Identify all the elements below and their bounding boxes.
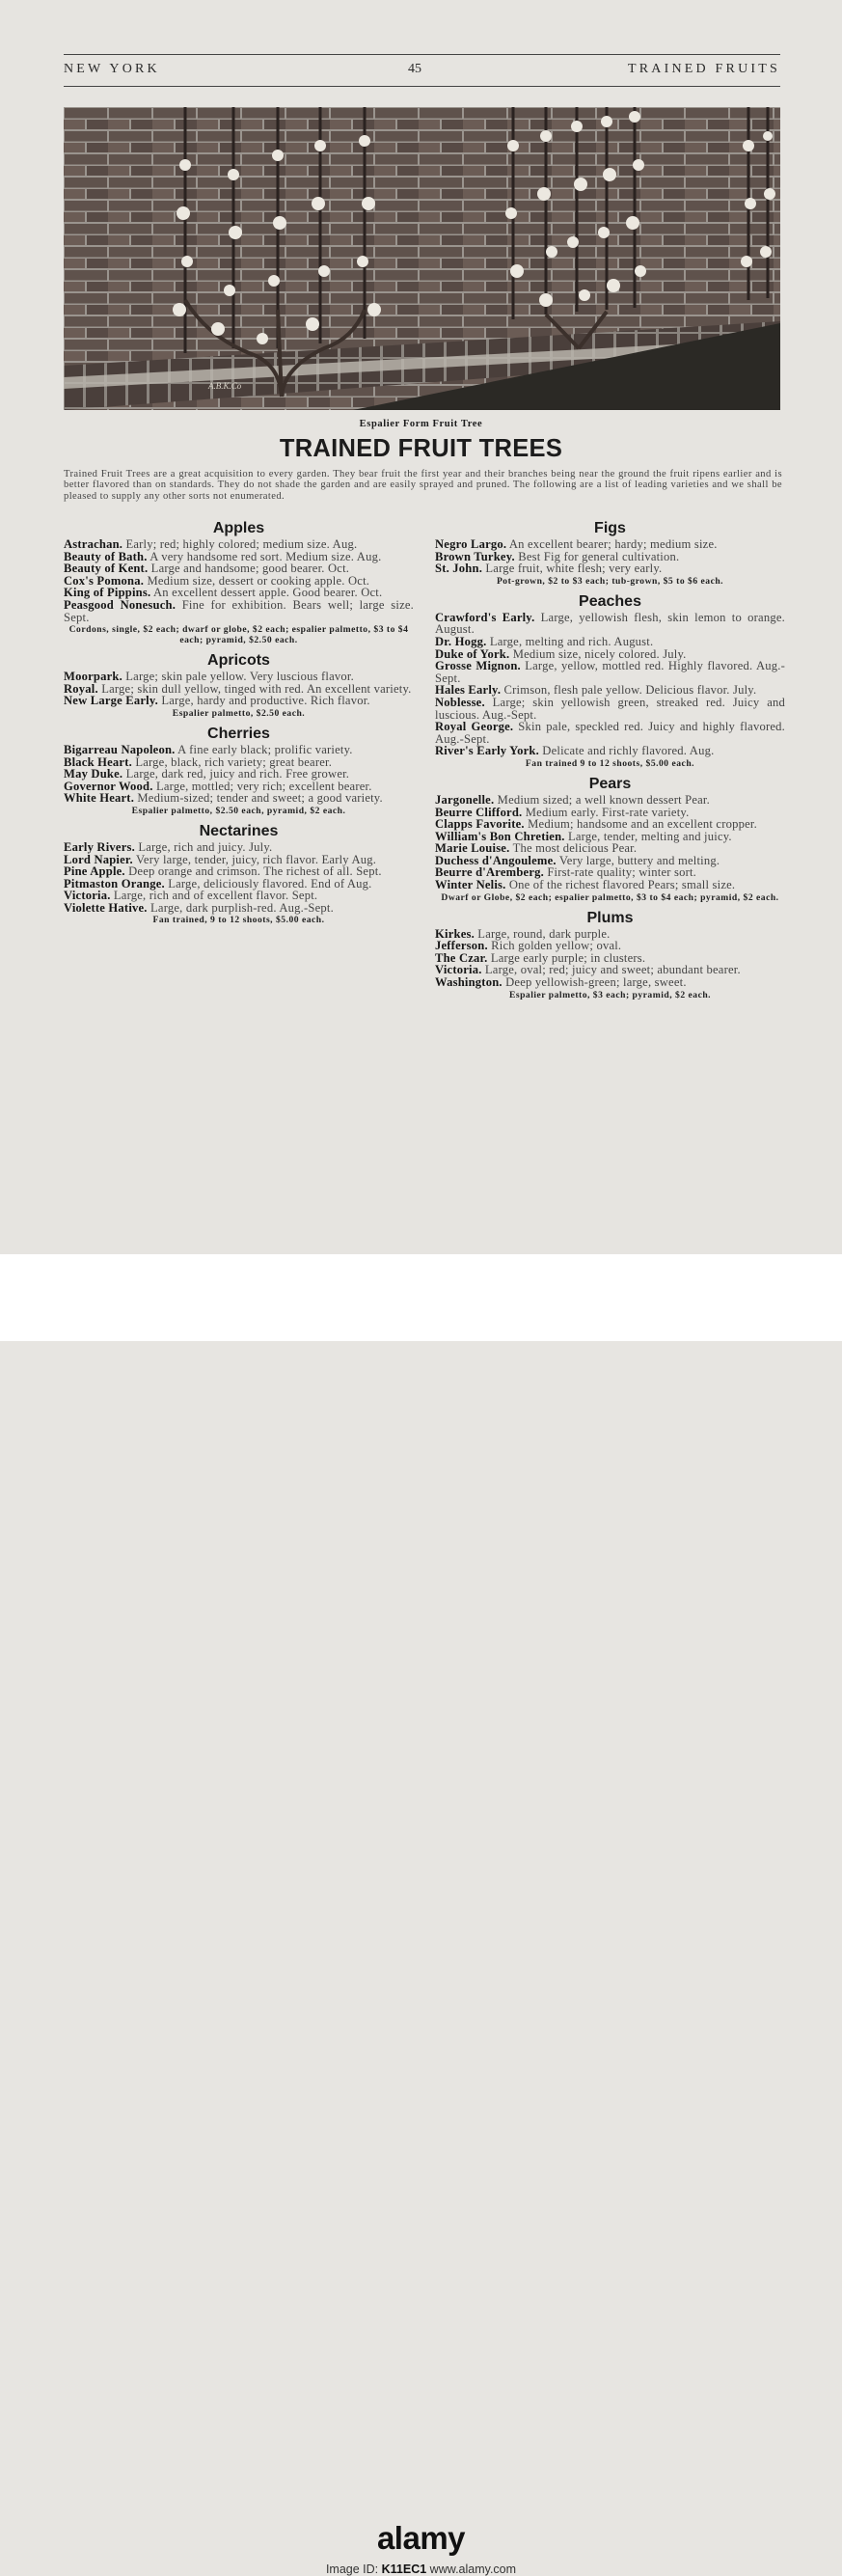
variety-description: Large and handsome; good bearer. Oct.	[150, 562, 350, 576]
variety-description: Large, rich and juicy. July.	[138, 839, 273, 854]
variety-name: Peasgood Nonesuch.	[64, 597, 177, 612]
variety-description: Large; skin dull yellow, tinged with red. An excellent variety.	[101, 681, 412, 696]
variety-description: Crimson, flesh pale yellow. Delicious flavor. July.	[503, 683, 757, 698]
variety-name: Governor Wood.	[64, 779, 153, 793]
variety-name: Victoria.	[64, 889, 111, 903]
variety-entry	[435, 976, 785, 989]
variety-entry	[435, 697, 785, 721]
variety-name: St. John.	[435, 562, 483, 576]
variety-description: Large, dark purplish-red. Aug.-Sept.	[150, 900, 334, 915]
price-line: Fan trained, 9 to 12 shoots, $5.00 each.	[152, 915, 325, 926]
variety-description: Medium; handsome and an excellent cropper.	[528, 817, 757, 832]
variety-name: Black Heart.	[64, 754, 132, 769]
variety-description: Very large, buttery and melting.	[558, 853, 720, 867]
variety-description: Deep orange and crimson. The richest of all. Sept.	[128, 864, 382, 879]
price-line: Cordons, single, $2 each; dwarf or globe, $2 each; espalier palmetto, $3 to $4 each; pyramid, $2.50 each.	[68, 624, 409, 646]
section-title-nectarines: Nectarines	[199, 822, 279, 839]
variety-name: Royal George.	[435, 720, 514, 734]
variety-description: Rich golden yellow; oval.	[491, 939, 622, 953]
variety-name: Duchess d'Angouleme.	[435, 853, 557, 867]
price-line: Pot-grown, $2 to $3 each; tub-grown, $5 to $6 each.	[496, 575, 724, 587]
variety-name: Crawford's Early.	[435, 610, 535, 624]
variety-name: Dr. Hogg.	[435, 634, 487, 648]
section-title-figs: Figs	[594, 520, 626, 536]
variety-entry	[64, 902, 414, 915]
variety-name: Washington.	[435, 975, 502, 990]
variety-description: Deep yellowish-green; large, sweet.	[505, 975, 687, 990]
variety-entry	[435, 879, 785, 891]
variety-name: Early Rivers.	[64, 839, 135, 854]
variety-description: Medium size, nicely colored. July.	[512, 646, 687, 661]
variety-entry	[435, 745, 785, 757]
variety-description: Very large, tender, juicy, rich flavor. Early Aug.	[136, 852, 377, 866]
intro-paragraph: Trained Fruit Trees are a great acquisition to every garden. They bear fruit the first year and their branches being near the ground the fruit ripens earlier and is better flavored than on standards. They do not shade the garden and are easily sprayed and pruned. The following are a list of leading varieties and we shall be pleased to supply any other sorts not enumerated.	[64, 469, 782, 502]
running-header-right: TRAINED FRUITS	[628, 62, 780, 76]
variety-entry	[435, 721, 785, 745]
variety-name: Royal.	[64, 681, 98, 696]
variety-name: Moorpark.	[64, 670, 122, 684]
variety-name: William's Bon Chretien.	[435, 829, 565, 843]
price-line: Dwarf or Globe, $2 each; espalier palmetto, $3 to $4 each; pyramid, $2 each.	[441, 891, 779, 903]
price-line: Espalier palmetto, $2.50 each.	[172, 707, 306, 719]
variety-description: Large; skin yellowish green, streaked red. Juicy and luscious. Aug.-Sept.	[435, 695, 785, 722]
variety-name: Cox's Pomona.	[64, 573, 145, 588]
variety-description: The most delicious Pear.	[512, 841, 638, 856]
page-title: TRAINED FRUIT TREES	[279, 435, 563, 462]
brick-wall-illustration	[64, 107, 780, 410]
variety-name: Lord Napier.	[64, 852, 133, 866]
variety-name: Clapps Favorite.	[435, 817, 525, 832]
page-number: 45	[408, 62, 421, 76]
variety-description: One of the richest flavored Pears; small size.	[508, 878, 736, 892]
variety-name: Jargonelle.	[435, 792, 495, 807]
section-title-plums: Plums	[586, 909, 634, 926]
variety-description: Large, melting and rich. August.	[489, 634, 654, 648]
stock-footer	[0, 1254, 842, 2576]
image-id: K11EC1	[381, 2562, 427, 2576]
variety-description: An excellent dessert apple. Good bearer. Oct.	[153, 586, 383, 600]
variety-description: Large, mottled; very rich; excellent bearer.	[155, 779, 372, 793]
variety-name: Pine Apple.	[64, 864, 125, 879]
section-title-peaches: Peaches	[579, 592, 641, 610]
variety-name: The Czar.	[435, 950, 488, 965]
variety-description: Skin pale, speckled red. Juicy and highly flavored. Aug.-Sept.	[435, 720, 785, 746]
section-title-apples: Apples	[212, 520, 265, 536]
header-rule-bottom	[64, 86, 780, 87]
variety-name: Beurre Clifford.	[435, 805, 523, 819]
variety-name: Beurre d'Aremberg.	[435, 865, 544, 880]
variety-name: Beauty of Kent.	[64, 562, 149, 576]
variety-name: Jefferson.	[435, 939, 488, 953]
variety-entry	[435, 660, 785, 684]
variety-name: Violette Hative.	[64, 900, 148, 915]
variety-description: Large early purple; in clusters.	[490, 950, 646, 965]
variety-description: Large fruit, white flesh; very early.	[485, 562, 663, 576]
section-title-apricots: Apricots	[207, 652, 270, 670]
stock-reference	[0, 2562, 842, 2576]
image-id-prefix: Image ID:	[325, 2562, 382, 2576]
variety-description: Early; red; highly colored; medium size. Aug.	[125, 537, 358, 551]
variety-name: Brown Turkey.	[435, 549, 515, 563]
right-column	[435, 519, 785, 1000]
photo-signature: A.B.K.Co	[208, 381, 242, 391]
alamy-logo: alamy	[376, 2520, 466, 2556]
variety-description: A fine early black; prolific variety.	[177, 742, 353, 756]
variety-description: Medium early. First-rate variety.	[525, 805, 690, 819]
variety-description: Medium sized; a well known dessert Pear.	[497, 792, 710, 807]
variety-name: River's Early York.	[435, 744, 539, 758]
variety-entry	[64, 695, 414, 707]
variety-name: Grosse Mignon.	[435, 659, 521, 673]
variety-entry	[64, 599, 414, 623]
header-rule-top	[64, 54, 780, 55]
section-title-cherries: Cherries	[207, 725, 270, 742]
variety-name: Hales Early.	[435, 683, 502, 698]
variety-description: Medium-sized; tender and sweet; a good variety.	[137, 791, 383, 806]
variety-name: Bigarreau Napoleon.	[64, 742, 176, 756]
variety-entry	[435, 562, 785, 575]
variety-name: May Duke.	[64, 767, 123, 781]
variety-description: Large, black, rich variety; great bearer.	[135, 754, 333, 769]
variety-description: Large, rich and of excellent flavor. Sept.	[113, 889, 318, 903]
variety-description: Medium size, dessert or cooking apple. Oct.	[147, 573, 370, 588]
variety-description: A very handsome red sort. Medium size. Aug.	[149, 549, 382, 563]
variety-description: Large, deliciously flavored. End of Aug.	[168, 876, 372, 891]
variety-description: Fine for exhibition. Bears well; large size. Sept.	[64, 597, 414, 624]
site-url: www.alamy.com	[429, 2562, 517, 2576]
section-title-pears: Pears	[588, 775, 632, 792]
variety-name: Noblesse.	[435, 695, 485, 709]
variety-description: Large, oval; red; juicy and sweet; abundant bearer.	[484, 963, 741, 977]
espalier-photo	[64, 107, 780, 410]
variety-name: Marie Louise.	[435, 841, 510, 856]
variety-description: Best Fig for general cultivation.	[518, 549, 680, 563]
variety-description: Large, tender, melting and juicy.	[568, 829, 732, 843]
variety-name: Duke of York.	[435, 646, 510, 661]
variety-description: Large, yellowish flesh, skin lemon to orange. August.	[435, 610, 785, 637]
variety-description: Large, dark red, juicy and rich. Free grower.	[125, 767, 350, 781]
variety-name: Astrachan.	[64, 537, 123, 551]
variety-description: Delicate and richly flavored. Aug.	[542, 744, 715, 758]
price-line: Espalier palmetto, $3 each; pyramid, $2 each.	[508, 989, 712, 1000]
variety-name: Pitmaston Orange.	[64, 876, 165, 891]
variety-description: Large, yellow, mottled red. Highly flavored. Aug.-Sept.	[435, 659, 785, 685]
photo-caption: Espalier Form Fruit Tree	[359, 419, 483, 429]
variety-name: Kirkes.	[435, 926, 475, 941]
catalog-page	[0, 0, 842, 1254]
variety-description: First-rate quality; winter sort.	[547, 865, 697, 880]
price-line: Fan trained 9 to 12 shoots, $5.00 each.	[525, 757, 695, 769]
price-line: Espalier palmetto, $2.50 each, pyramid, $2 each.	[131, 805, 346, 816]
variety-description: Large, hardy and productive. Rich flavor.	[161, 694, 370, 708]
variety-description: Large, round, dark purple.	[477, 926, 611, 941]
variety-name: Winter Nelis.	[435, 878, 506, 892]
variety-entry	[435, 612, 785, 636]
variety-description: Large; skin pale yellow. Very luscious flavor.	[125, 670, 354, 684]
variety-entry	[64, 792, 414, 805]
variety-name: Negro Largo.	[435, 537, 507, 551]
variety-name: Victoria.	[435, 963, 482, 977]
running-header-left: NEW YORK	[64, 62, 160, 76]
variety-name: Beauty of Bath.	[64, 549, 148, 563]
variety-description: An excellent bearer; hardy; medium size.	[508, 537, 718, 551]
left-column	[64, 519, 414, 925]
variety-name: New Large Early.	[64, 694, 158, 708]
variety-name: King of Pippins.	[64, 586, 151, 600]
variety-name: White Heart.	[64, 791, 135, 806]
